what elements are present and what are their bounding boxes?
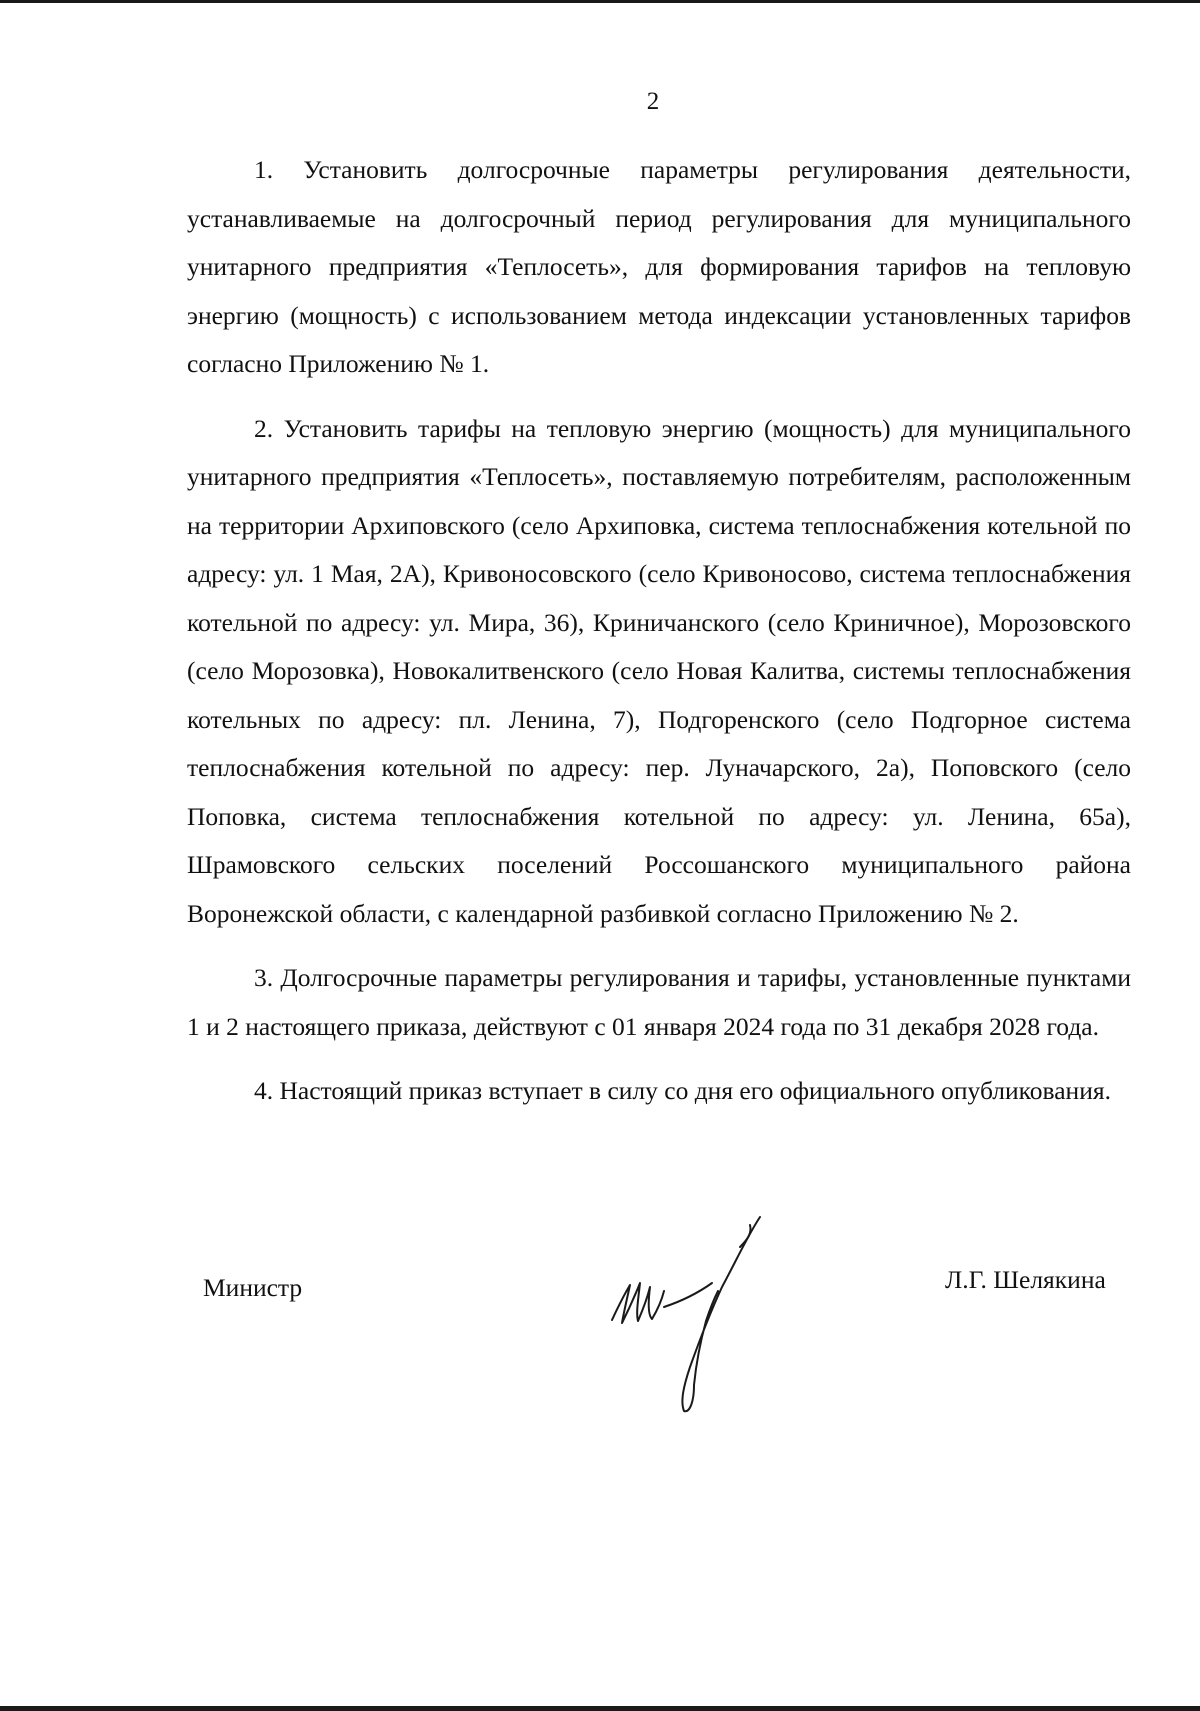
- paragraph-4: 4. Настоящий приказ вступает в силу со дня его официального опубликования.: [254, 1076, 1111, 1105]
- page-number: 2: [646, 88, 660, 115]
- document-body: [187, 146, 1131, 1132]
- paragraph-2: 2. Установить тарифы на тепловую энергию (мощность) для муниципального унитарного предприятия «Теплосеть», поставляемую потребителям, расположенным на территории Архиповского (село Архиповка, система теплоснабжения котельной по адресу: ул. 1 Мая, 2А), Кривоносовского (село Кривоносово, система теплоснабжения котельной по адресу: ул. Мира, 36), Криничанского (село Криничное), Морозовского (село Морозовка), Новокалитвенского (село Новая Калитва, системы теплоснабжения котельных по адресу: пл. Ленина, 7), Подгоренского (село Подгорное система теплоснабжения котельной по адресу: пер. Луначарского, 2а), Поповского (село Поповка, система теплоснабжения котельной по адресу: ул. Ленина, 65а), Шрамовского сельских поселений Россошанского муниципального района Воронежской области, с календарной разбивкой согласно Приложению № 2.: [187, 413, 1131, 928]
- paragraph-1: 1. Установить долгосрочные параметры регулирования деятельности, устанавливаемые на долгосрочный период регулирования для муниципального унитарного предприятия «Теплосеть», для формирования тарифов на тепловую энергию (мощность) с использованием метода индексации установленных тарифов согласно Приложению № 1.: [187, 155, 1131, 378]
- paragraph-3: 3. Долгосрочные параметры регулирования и тарифы, установленные пунктами 1 и 2 настоящего приказа, действуют с 01 января 2024 года по 31 декабря 2028 года.: [187, 963, 1131, 1041]
- signatory-name: Л.Г. Шелякина: [945, 1265, 1106, 1294]
- handwritten-signature: [600, 1215, 770, 1415]
- signatory-title: Министр: [203, 1273, 303, 1302]
- scan-border-bottom: [0, 1706, 1200, 1711]
- scan-border-top: [0, 0, 1200, 3]
- signature-block: [0, 1215, 1200, 1415]
